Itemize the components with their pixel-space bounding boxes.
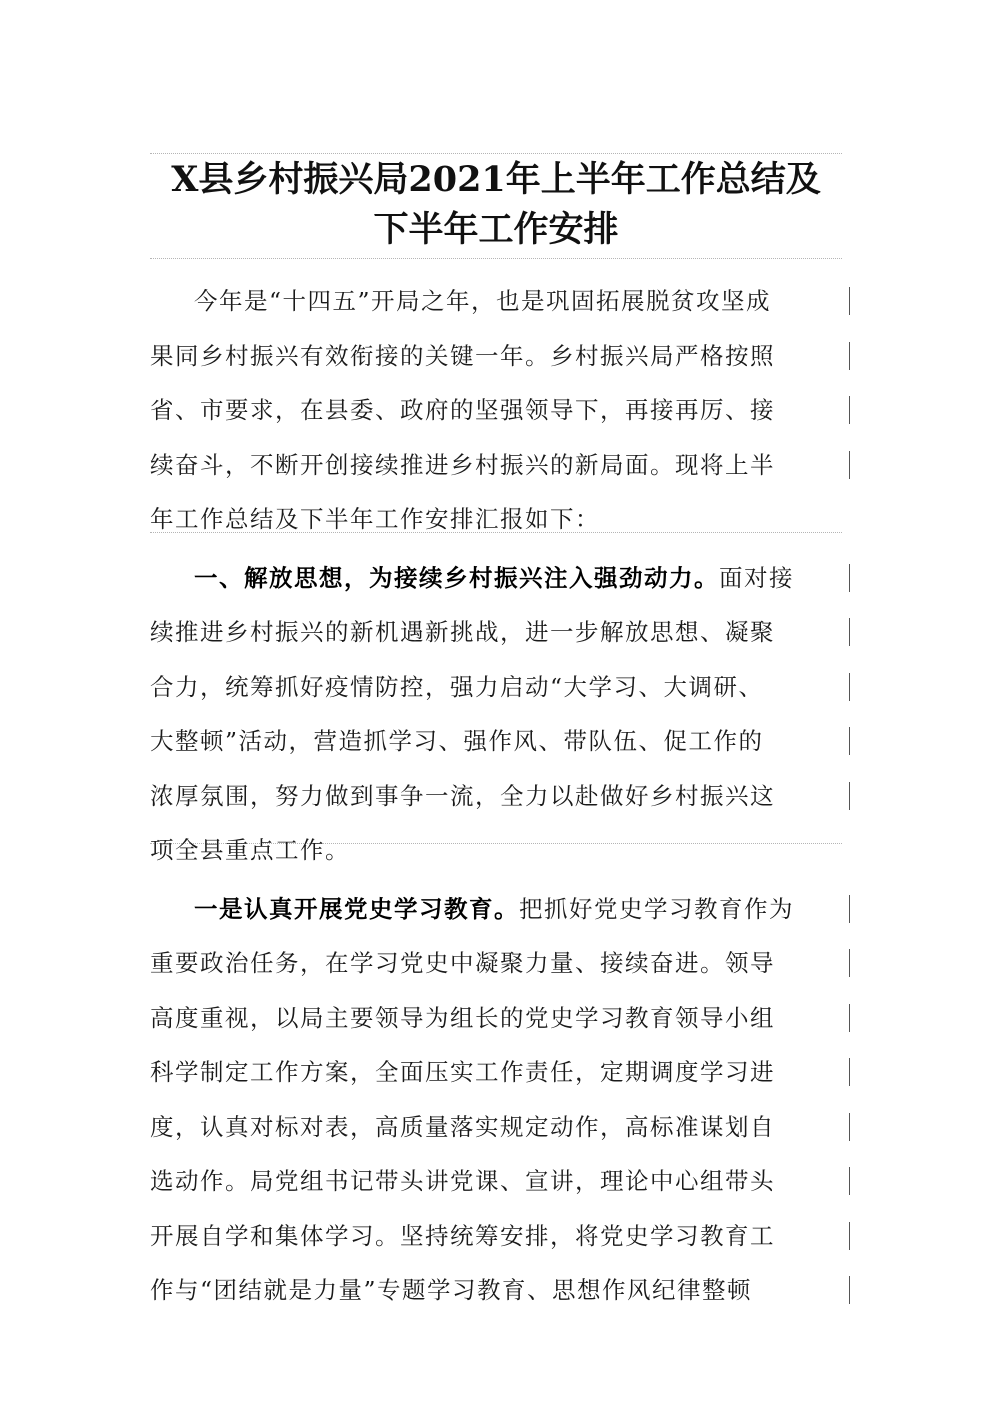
title-bottom-guide [150, 258, 842, 259]
line-end-marker [849, 1167, 850, 1195]
line-end-marker [849, 1113, 850, 1141]
line-end-marker [849, 618, 850, 646]
line-end-marker [849, 1222, 850, 1250]
text-line: 年工作总结及下半年工作安排汇报如下： [150, 505, 600, 533]
paragraph-intro [150, 274, 842, 547]
item-heading: 一是认真开展党史学习教育。 [194, 894, 519, 923]
line-end-marker [849, 1276, 850, 1304]
text-line: 开展自学和集体学习。坚持统筹安排，将党史学习教育工 [150, 1209, 842, 1264]
text-line: 一、解放思想，为接续乡村振兴注入强劲动力。面对接 [150, 551, 842, 606]
text-line: 作与“团结就是力量”专题学习教育、思想作风纪律整顿 [150, 1263, 842, 1318]
text-line: 今年是“十四五”开局之年，也是巩固拓展脱贫攻坚成 [150, 274, 842, 329]
line-end-marker [849, 287, 850, 315]
document-body [150, 274, 842, 1318]
text-line: 果同乡村振兴有效衔接的关键一年。乡村振兴局严格按照 [150, 329, 842, 384]
text-line: 续奋斗，不断开创接续推进乡村振兴的新局面。现将上半 [150, 438, 842, 493]
text-line: 大整顿”活动，营造抓学习、强作风、带队伍、促工作的 [150, 714, 842, 769]
line-end-marker [849, 895, 850, 923]
line-end-marker [849, 673, 850, 701]
text-line: 省、市要求，在县委、政府的坚强领导下，再接再厉、接 [150, 383, 842, 438]
line-end-marker [849, 727, 850, 755]
text-line: 项全县重点工作。 [150, 836, 350, 864]
line-end-marker [849, 949, 850, 977]
title-top-guide [150, 153, 842, 154]
line-end-marker [849, 1004, 850, 1032]
title-line-1: X县乡村振兴局2021年上半年工作总结及 [171, 159, 821, 200]
line-end-marker [849, 451, 850, 479]
paragraph-item-one [150, 882, 842, 1318]
section-heading: 一、解放思想，为接续乡村振兴注入强劲动力。 [194, 563, 719, 592]
line-end-marker [849, 782, 850, 810]
text-line: 选动作。局党组书记带头讲党课、宣讲，理论中心组带头 [150, 1154, 842, 1209]
text-line: 续推进乡村振兴的新机遇新挑战，进一步解放思想、凝聚 [150, 605, 842, 660]
document-title [150, 155, 842, 255]
text-line: 度，认真对标对表，高质量落实规定动作，高标准谋划自 [150, 1100, 842, 1155]
title-line-2: 下半年工作安排 [373, 209, 619, 250]
text-line: 高度重视，以局主要领导为组长的党史学习教育领导小组 [150, 991, 842, 1046]
line-end-marker [849, 396, 850, 424]
paragraph-section-one [150, 551, 842, 878]
text-line: 科学制定工作方案，全面压实工作责任，定期调度学习进 [150, 1045, 842, 1100]
line-end-marker [849, 342, 850, 370]
text-line: 一是认真开展党史学习教育。把抓好党史学习教育作为 [150, 882, 842, 937]
text-line: 浓厚氛围，努力做到事争一流，全力以赴做好乡村振兴这 [150, 769, 842, 824]
text-line: 重要政治任务，在学习党史中凝聚力量、接续奋进。领导 [150, 936, 842, 991]
text-line: 合力，统筹抓好疫情防控，强力启动“大学习、大调研、 [150, 660, 842, 715]
line-end-marker [849, 1058, 850, 1086]
line-end-marker [849, 564, 850, 592]
